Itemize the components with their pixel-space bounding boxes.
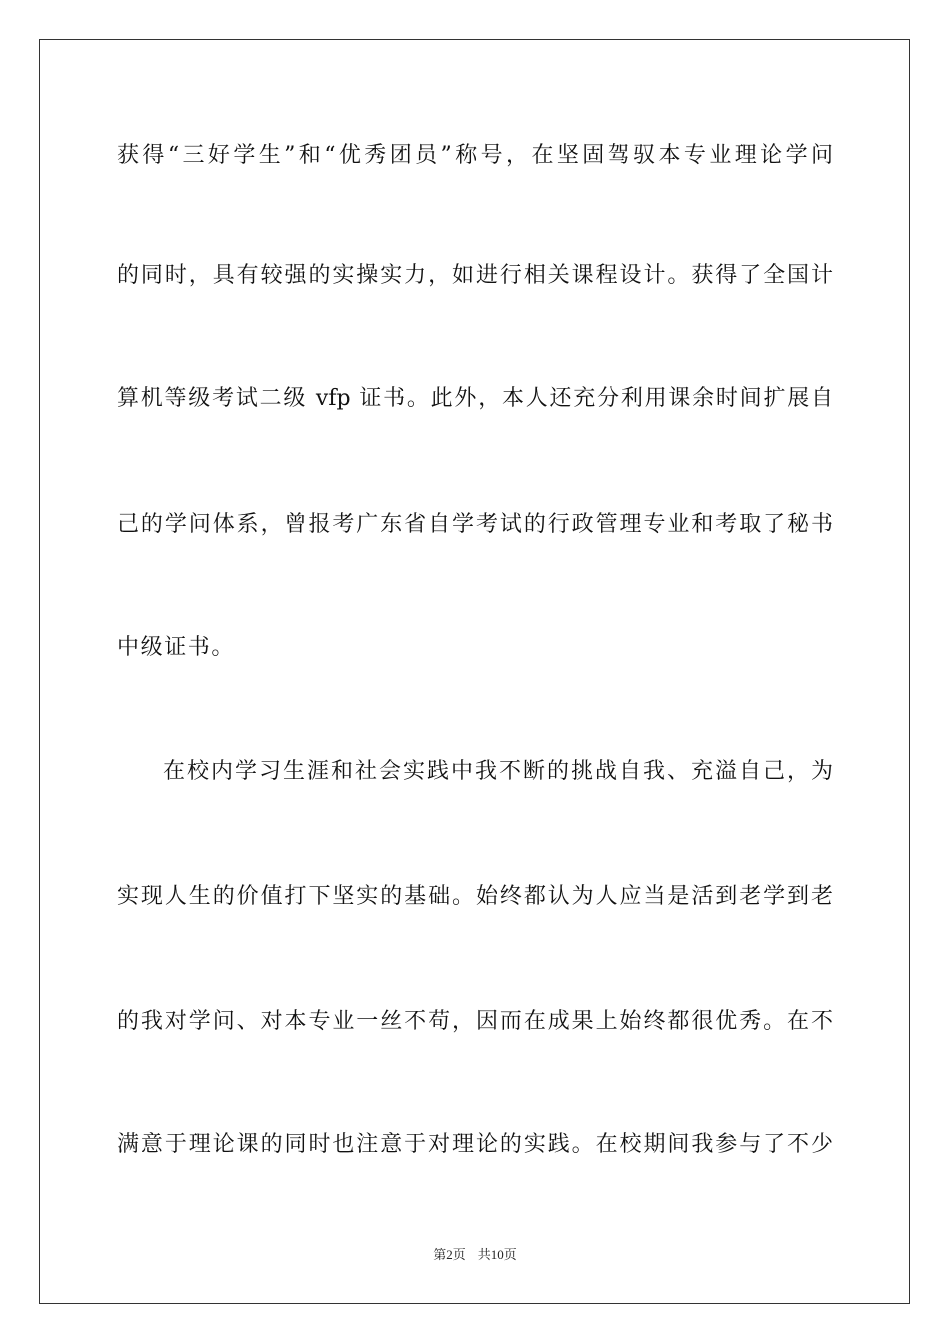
text-line-4: 己的学问体系，曾报考广东省自学考试的行政管理专业和考取了秘书: [117, 512, 833, 537]
page-footer: [0, 1246, 950, 1264]
text-line-2: 的同时，具有较强的实操实力，如进行相关课程设计。获得了全国计: [117, 263, 833, 288]
text-line-5: 中级证书。: [117, 635, 236, 660]
text-line-8: 的我对学问、对本专业一丝不苟，因而在成果上始终都很优秀。在不: [117, 1009, 833, 1034]
text-line-7: 实现人生的价值打下坚实的基础。始终都认为人应当是活到老学到老: [117, 884, 833, 909]
text-line-6: 在校内学习生涯和社会实践中我不断的挑战自我、充溢自己，为: [163, 759, 833, 784]
page-number: 第2页: [433, 1247, 466, 1262]
text-line-1: 获得“三好学生”和“优秀团员”称号，在坚固驾驭本专业理论学问: [117, 143, 833, 168]
page-total: 共10页: [477, 1247, 517, 1262]
page-border: [39, 39, 910, 1304]
text-line-9: 满意于理论课的同时也注意于对理论的实践。在校期间我参与了不少: [117, 1132, 833, 1157]
text-line-3: 算机等级考试二级 vfp 证书。此外，本人还充分利用课余时间扩展自: [117, 386, 833, 411]
